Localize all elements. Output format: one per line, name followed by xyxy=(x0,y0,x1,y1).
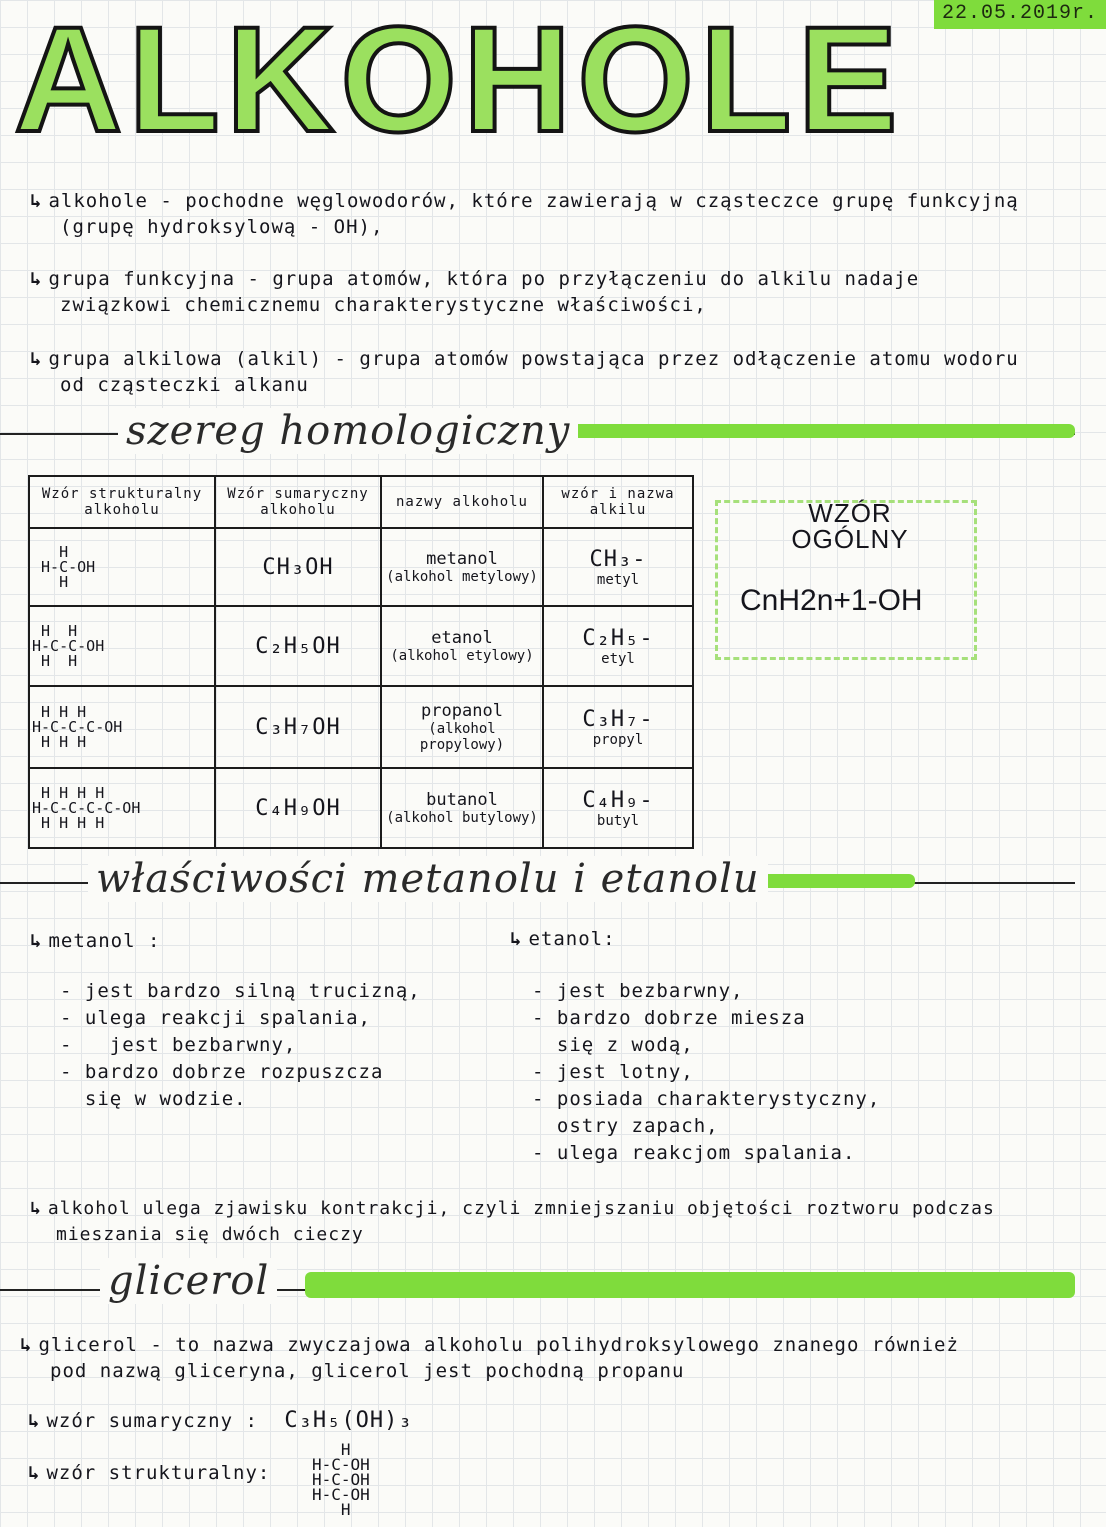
alcohol-name: butanol xyxy=(426,790,498,810)
list-item: - jest bezbarwny, xyxy=(532,980,744,1002)
list-item: - jest bardzo silną trucizną, xyxy=(60,980,421,1002)
list-item: się z wodą, xyxy=(532,1034,694,1056)
alkyl-name: metyl xyxy=(596,571,640,588)
definition-functional-group xyxy=(30,266,919,318)
arrow-icon: ↳ xyxy=(28,1462,41,1484)
glycerol-description xyxy=(20,1332,959,1384)
definition-text: alkohole - pochodne węglowodorów, które zawierają w cząsteczce grupę funkcyjną xyxy=(48,190,1019,212)
arrow-icon: ↳ xyxy=(30,268,43,290)
ethanol-properties xyxy=(532,978,880,1167)
structural-formula: H H H H-C-C-C-OH H H H xyxy=(32,702,123,751)
table-row xyxy=(29,686,693,768)
general-formula-title-line: OGÓLNY xyxy=(791,524,909,554)
definition-text: związkowi chemicznemu charakterystyczne właściwości, xyxy=(60,294,707,316)
ethanol-label-text: etanol: xyxy=(528,928,616,950)
glycerol-text: pod nazwą gliceryna, glicerol jest pochodną propanu xyxy=(50,1360,685,1382)
alkyl-formula: C₂H₅- xyxy=(582,625,654,651)
table-header-row xyxy=(29,476,693,528)
definition-alkyl-group xyxy=(30,346,1019,398)
glycerol-text: glicerol - to nazwa zwyczajowa alkoholu polihydroksylowego znanego również xyxy=(38,1334,959,1356)
arrow-icon: ↳ xyxy=(30,348,43,370)
list-item: - ulega reakcji spalania, xyxy=(60,1007,371,1029)
structural-formula: H H-C-OH H xyxy=(41,542,96,591)
alkyl-name: propyl xyxy=(592,731,644,748)
heading-highlight xyxy=(305,1272,1075,1298)
alcohol-name: etanol xyxy=(431,628,493,648)
methanol-label xyxy=(30,928,160,954)
arrow-icon: ↳ xyxy=(28,1410,41,1432)
alcohol-name: propanol xyxy=(421,701,503,721)
glycerol-summary-formula: C₃H₅(OH)₃ xyxy=(284,1408,413,1433)
alkyl-name: etyl xyxy=(601,650,635,667)
methanol-label-text: metanol : xyxy=(48,930,161,952)
date-label: 22.05.2019r. xyxy=(934,0,1106,29)
alcohol-name-alt: (alkohol metylowy) xyxy=(386,569,538,585)
definition-text: grupa funkcyjna - grupa atomów, która po przyłączeniu do alkilu nadaje xyxy=(48,268,920,290)
arrow-icon: ↳ xyxy=(30,930,43,952)
structural-formula: H H H-C-C-OH H H xyxy=(32,621,105,670)
alkyl-formula: CH₃- xyxy=(589,546,647,572)
list-item: - bardzo dobrze miesza xyxy=(532,1007,806,1029)
column-header: Wzór strukturalny alkoholu xyxy=(29,476,215,528)
arrow-icon: ↳ xyxy=(30,190,43,212)
general-formula-title xyxy=(760,500,940,552)
alcohol-name-alt: (alkohol etylowy) xyxy=(390,648,534,664)
definition-text: od cząsteczki alkanu xyxy=(60,374,309,396)
general-formula: CnH2n+1-OH xyxy=(740,584,923,617)
glycerol-structural-label-text: wzór strukturalny: xyxy=(46,1462,271,1484)
arrow-icon: ↳ xyxy=(510,928,523,950)
structural-formula: H H H H H-C-C-C-C-OH H H H H xyxy=(32,783,141,832)
list-item: ostry zapach, xyxy=(532,1115,719,1137)
glycerol-summary-label: wzór sumaryczny : xyxy=(46,1410,258,1432)
alcohol-name-alt: (alkohol propylowy) xyxy=(419,721,505,753)
list-item: się w wodzie. xyxy=(60,1088,247,1110)
alkyl-formula: C₃H₇- xyxy=(582,706,654,732)
summary-formula: C₂H₅OH xyxy=(215,606,381,686)
column-header: wzór i nazwa alkilu xyxy=(543,476,693,528)
summary-formula: CH₃OH xyxy=(215,528,381,606)
list-item: - ulega reakcjom spalania. xyxy=(532,1142,856,1164)
contraction-note xyxy=(30,1196,995,1248)
homolog-table xyxy=(28,475,694,849)
contraction-text: alkohol ulega zjawisku kontrakcji, czyli zmniejszaniu objętości roztworu podczas xyxy=(47,1198,995,1219)
contraction-text: mieszania się dwóch cieczy xyxy=(56,1224,364,1245)
column-header: nazwy alkoholu xyxy=(381,476,543,528)
alcohol-name-alt: (alkohol butylowy) xyxy=(386,810,538,826)
summary-formula: C₃H₇OH xyxy=(215,686,381,768)
list-item: - bardzo dobrze rozpuszcza xyxy=(60,1061,384,1083)
definition-text: grupa alkilowa (alkil) - grupa atomów powstająca przez odłączenie atomu wodoru xyxy=(48,348,1019,370)
glycerol-summary xyxy=(28,1408,413,1434)
heading-highlight xyxy=(555,424,1075,438)
definition-alcohols xyxy=(30,188,1019,240)
page-title: ALKOHOLE xyxy=(14,0,904,163)
list-item: - jest lotny, xyxy=(532,1061,694,1083)
summary-formula: C₄H₉OH xyxy=(215,768,381,848)
general-formula-title-line: WZÓR xyxy=(808,498,892,528)
definition-text: (grupę hydroksylową - OH), xyxy=(60,216,384,238)
table-row xyxy=(29,768,693,848)
glycerol-structural-label xyxy=(28,1460,270,1486)
section-heading-homolog: szereg homologiczny xyxy=(118,408,578,454)
alkyl-formula: C₄H₉- xyxy=(582,787,654,813)
column-header: Wzór sumaryczny alkoholu xyxy=(215,476,381,528)
alcohol-name: metanol xyxy=(426,549,498,569)
methanol-properties xyxy=(60,978,421,1113)
table-row xyxy=(29,606,693,686)
heading-highlight xyxy=(745,874,915,888)
table-row xyxy=(29,528,693,606)
list-item: - jest bezbarwny, xyxy=(60,1034,297,1056)
section-heading-glycerol: glicerol xyxy=(100,1258,277,1304)
section-heading-props: właściwości metanolu i etanolu xyxy=(88,856,768,902)
arrow-icon: ↳ xyxy=(20,1334,33,1356)
glycerol-structural-formula: H H-C-OH H-C-OH H-C-OH H xyxy=(312,1440,370,1519)
alkyl-name: butyl xyxy=(596,812,640,829)
ethanol-label xyxy=(510,926,616,952)
arrow-icon: ↳ xyxy=(30,1198,42,1219)
list-item: - posiada charakterystyczny, xyxy=(532,1088,881,1110)
